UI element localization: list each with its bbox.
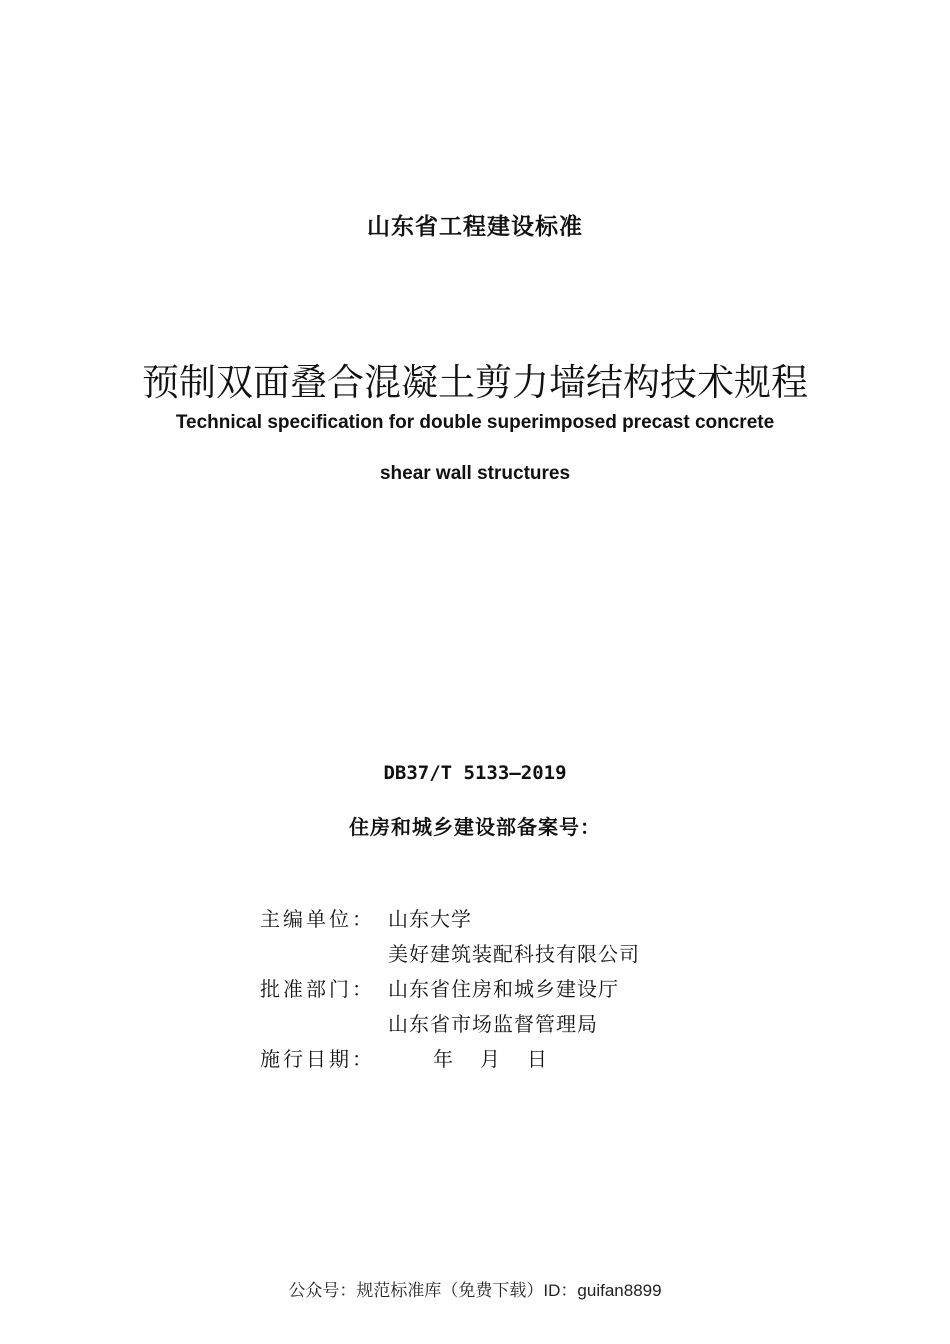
effective-date-value: [388, 1042, 574, 1077]
date-month: 月: [480, 1047, 501, 1071]
document-title-en-line1: Technical specification for double superimposed precast concrete: [175, 412, 775, 433]
record-number-label: 住房和城乡建设部备案号：: [349, 815, 601, 839]
editor-label: 主编单位：: [260, 907, 375, 931]
document-title-en-line2: shear wall structures: [379, 463, 571, 484]
editor-label-spacer: [260, 937, 388, 972]
series-title: 山东省工程建设标准: [367, 214, 583, 240]
effective-date-row: [260, 1042, 640, 1077]
editor-value-2: 美好建筑装配科技有限公司: [388, 942, 640, 966]
effective-date-label: 施行日期：: [260, 1047, 375, 1071]
editor-row: [260, 902, 640, 937]
approver-row-2: [260, 1007, 640, 1042]
footer-watermark-text: 公众号：规范标准库（免费下载）ID：guifan8899: [288, 1281, 662, 1300]
document-title-cn: 预制双面叠合混凝土剪力墙结构技术规程: [142, 361, 808, 404]
approver-label-spacer: [260, 1007, 388, 1042]
standard-code: DB37/T 5133—2019: [383, 762, 567, 784]
approver-value: 山东省住房和城乡建设厅: [388, 977, 619, 1001]
approver-value-2: 山东省市场监督管理局: [388, 1012, 598, 1036]
editor-row-2: [260, 937, 640, 972]
date-day: 日: [527, 1047, 548, 1071]
publication-info: [260, 902, 640, 1077]
approver-row: [260, 972, 640, 1007]
editor-value: 山东大学: [388, 907, 472, 931]
date-year: 年: [433, 1047, 454, 1071]
approver-label: 批准部门：: [260, 977, 375, 1001]
